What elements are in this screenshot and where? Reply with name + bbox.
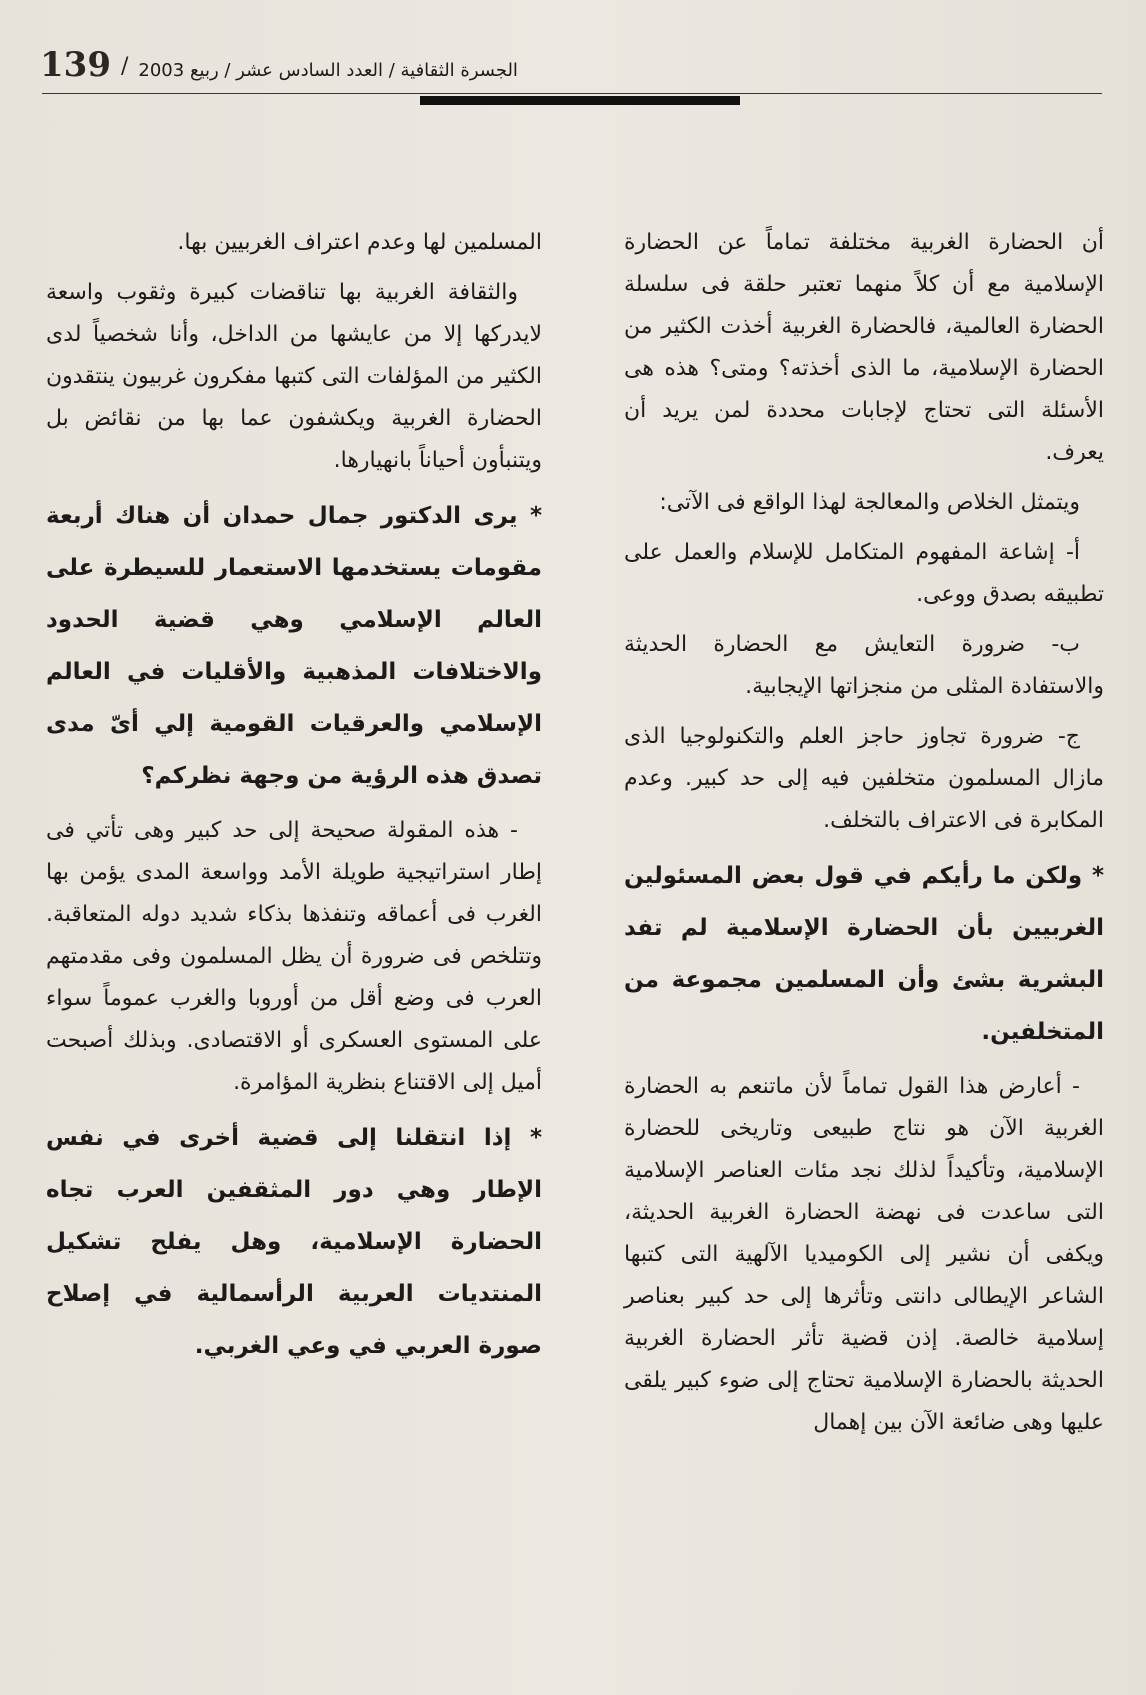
paragraph: ويتمثل الخلاص والمعالجة لهذا الواقع فى الآتى: <box>659 490 1080 515</box>
paragraph: أن الحضارة الغربية مختلفة تماماً عن الحضارة الإسلامية مع أن كلاً منهما تعتبر حلقة فى سلسلة الحضارة العالمية، فالحضارة الغربية أخذت الكثير من الحضارة الإسلامية، ما الذى أخذته؟ ومتى؟ هذه هى الأسئلة التى تحتاج لإجابات محددة لمن يريد أن يعرف. <box>624 230 1104 465</box>
list-item: ج- ضرورة تجاوز حاجز العلم والتكنولوجيا الذى مازال المسلمون متخلفين فيه إلى حد كبير. وعدم المكابرة فى الاعتراف بالتخلف. <box>624 724 1104 833</box>
interview-question: * إذا انتقلنا إلى قضية أخرى في نفس الإطار وهي دور المثقفين العرب تجاه الحضارة الإسلامية، وهل يفلح تشكيل المنتديات العربية الرأسمالية في إصلاح صورة العربي في وعي الغربي. <box>46 1125 542 1359</box>
header-bar <box>420 96 740 105</box>
paragraph: - أعارض هذا القول تماماً لأن ماتنعم به الحضارة الغربية الآن هو نتاج طبيعى وتاريخى للحضارة الإسلامية، وتأكيداً لذلك نجد مئات العناصر الإسلامية التى ساعدت فى نهضة الحضارة الغربية الحديثة، ويكفى أن نشير إلى الكوميديا الآلهية التى كتبها الشاعر الإيطالى دانتى وتأثرها إلى حد كبير بعناصر إسلامية خالصة. إذن قضية تأثر الحضارة الغربية الحديثة بالحضارة الإسلامية تحتاج إلى ضوء كبير يلقى عليها وهى ضائعة الآن بين إهمال <box>624 1074 1104 1435</box>
header-separator: / <box>120 54 129 80</box>
paragraph: والثقافة الغربية بها تناقضات كبيرة وثقوب واسعة لايدركها إلا من عايشها من الداخل، وأنا شخصياً لدى الكثير من المؤلفات التى كتبها مفكرون غربيون ينتقدون الحضارة الغربية ويكشفون عما بها من نقائض بل ويتنبأون أحياناً بانهيارها. <box>46 280 542 473</box>
page-header <box>40 42 1100 85</box>
list-item: ب- ضرورة التعايش مع الحضارة الحديثة والاستفادة المثلى من منجزاتها الإيجابية. <box>624 632 1104 699</box>
interview-question: * ولكن ما رأيكم في قول بعض المسئولين الغربيين بأن الحضارة الإسلامية لم تفد البشرية بشئ وأن المسلمين مجموعة من المتخلفين. <box>624 863 1104 1045</box>
interview-question: * يرى الدكتور جمال حمدان أن هناك أربعة مقومات يستخدمها الاستعمار للسيطرة على العالم الإسلامي وهي قضية الحدود والاختلافات المذهبية والأقليات في العالم الإسلامي والعرقيات القومية إلي أىّ مدى تصدق هذه الرؤية من وجهة نظركم؟ <box>46 503 542 789</box>
paragraph: - هذه المقولة صحيحة إلى حد كبير وهى تأتي فى إطار استراتيجية طويلة الأمد وواسعة المدى يؤمن بها الغرب فى أعماقه وتنفذها بذكاء شديد دوله المتعاقبة. وتتلخص فى ضرورة أن يظل المسلمون وفى مقدمتهم العرب فى وضع أقل من أوروبا والغرب عموماً سواء على المستوى العسكرى أو الاقتصادى. وبذلك أصبحت أميل إلى الاقتناع بنظرية المؤامرة. <box>46 818 542 1095</box>
running-head: الجسرة الثقافية / العدد السادس عشر / ربيع 2003 <box>138 59 518 81</box>
article-column-right <box>624 222 1104 1452</box>
page-number: 139 <box>40 45 111 85</box>
paragraph: المسلمين لها وعدم اعتراف الغربيين بها. <box>177 230 542 255</box>
article-column-left <box>46 222 542 1380</box>
header-rule <box>42 93 1102 94</box>
list-item: أ- إشاعة المفهوم المتكامل للإسلام والعمل على تطبيقه بصدق ووعى. <box>624 540 1104 607</box>
